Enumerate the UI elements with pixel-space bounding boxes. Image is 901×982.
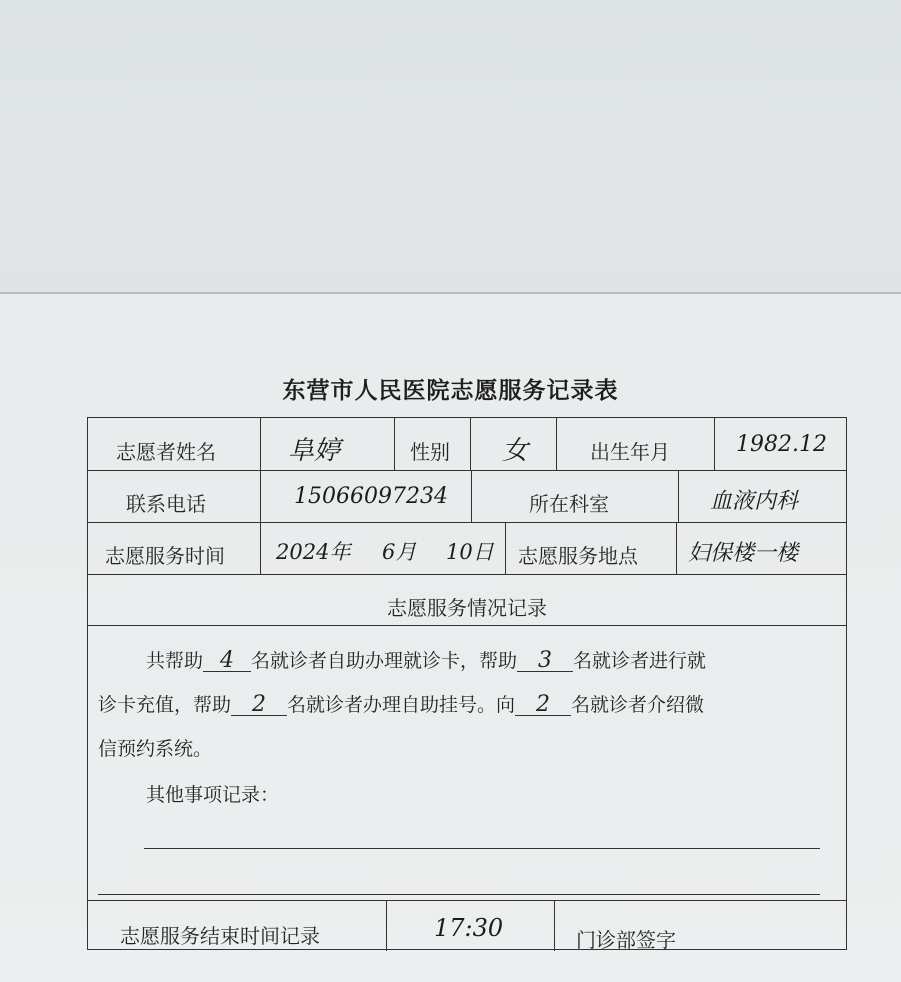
col-divider xyxy=(470,418,471,470)
section-title: 志愿服务情况记录 xyxy=(387,596,547,620)
record-text: 名就诊者办理自助挂号。向 xyxy=(287,694,516,716)
birth-label: 出生年月 xyxy=(590,440,670,464)
background-sheet xyxy=(0,0,901,294)
col-divider xyxy=(260,522,261,574)
service-time-label: 志愿服务时间 xyxy=(105,544,225,568)
signature-field[interactable] xyxy=(718,906,838,946)
name-label: 志愿者姓名 xyxy=(116,440,216,464)
record-text: 名就诊者进行就 xyxy=(573,650,707,672)
col-divider xyxy=(554,900,555,951)
row-divider xyxy=(88,574,846,575)
end-time-value[interactable]: 17:30 xyxy=(434,914,504,942)
service-location-value[interactable]: 妇保楼一楼 xyxy=(688,541,799,566)
count-register-field[interactable]: 2 xyxy=(231,695,287,716)
col-divider xyxy=(556,418,557,470)
service-location-label: 志愿服务地点 xyxy=(518,544,638,568)
record-line-1 xyxy=(146,646,706,673)
writing-line[interactable] xyxy=(144,848,820,849)
record-line-2 xyxy=(98,690,704,717)
count-card-field[interactable]: 4 xyxy=(203,651,251,672)
col-divider xyxy=(260,418,261,470)
record-line-3: 信预约系统。 xyxy=(98,738,213,760)
birth-value[interactable]: 1982.12 xyxy=(736,432,827,457)
gender-label: 性别 xyxy=(410,440,450,464)
phone-value[interactable]: 15066097234 xyxy=(294,484,448,509)
other-matters-label: 其他事项记录： xyxy=(146,784,280,806)
record-text: 名就诊者介绍微 xyxy=(571,694,705,716)
phone-label: 联系电话 xyxy=(126,492,206,516)
col-divider xyxy=(471,470,472,522)
gender-value[interactable]: 女 xyxy=(502,436,529,466)
department-value[interactable]: 血液内科 xyxy=(710,489,799,514)
col-divider xyxy=(676,522,677,574)
col-divider xyxy=(678,470,679,522)
col-divider xyxy=(386,900,387,951)
service-month[interactable]: 6月 xyxy=(382,540,417,564)
writing-line[interactable] xyxy=(98,894,820,895)
count-wechat-field[interactable]: 2 xyxy=(515,695,571,716)
record-text: 共帮助 xyxy=(146,650,204,672)
service-day[interactable]: 10日 xyxy=(446,540,494,564)
col-divider xyxy=(714,418,715,470)
record-text: 诊卡充值，帮助 xyxy=(98,694,232,716)
row-divider xyxy=(88,470,846,471)
signature-label: 门诊部签字 xyxy=(576,928,676,952)
record-text: 名就诊者自助办理就诊卡，帮助 xyxy=(251,650,518,672)
col-divider xyxy=(260,470,261,522)
service-year[interactable]: 2024年 xyxy=(276,540,351,564)
department-label: 所在科室 xyxy=(529,492,609,516)
name-value[interactable]: 阜婷 xyxy=(288,436,341,466)
record-form-table xyxy=(87,417,847,950)
row-divider xyxy=(88,900,846,901)
col-divider xyxy=(505,522,506,574)
row-divider xyxy=(88,522,846,523)
row-divider xyxy=(88,625,846,626)
form-title: 东营市人民医院志愿服务记录表 xyxy=(282,377,619,404)
count-recharge-field[interactable]: 3 xyxy=(517,651,573,672)
col-divider xyxy=(394,418,395,470)
end-time-label: 志愿服务结束时间记录 xyxy=(120,924,320,948)
